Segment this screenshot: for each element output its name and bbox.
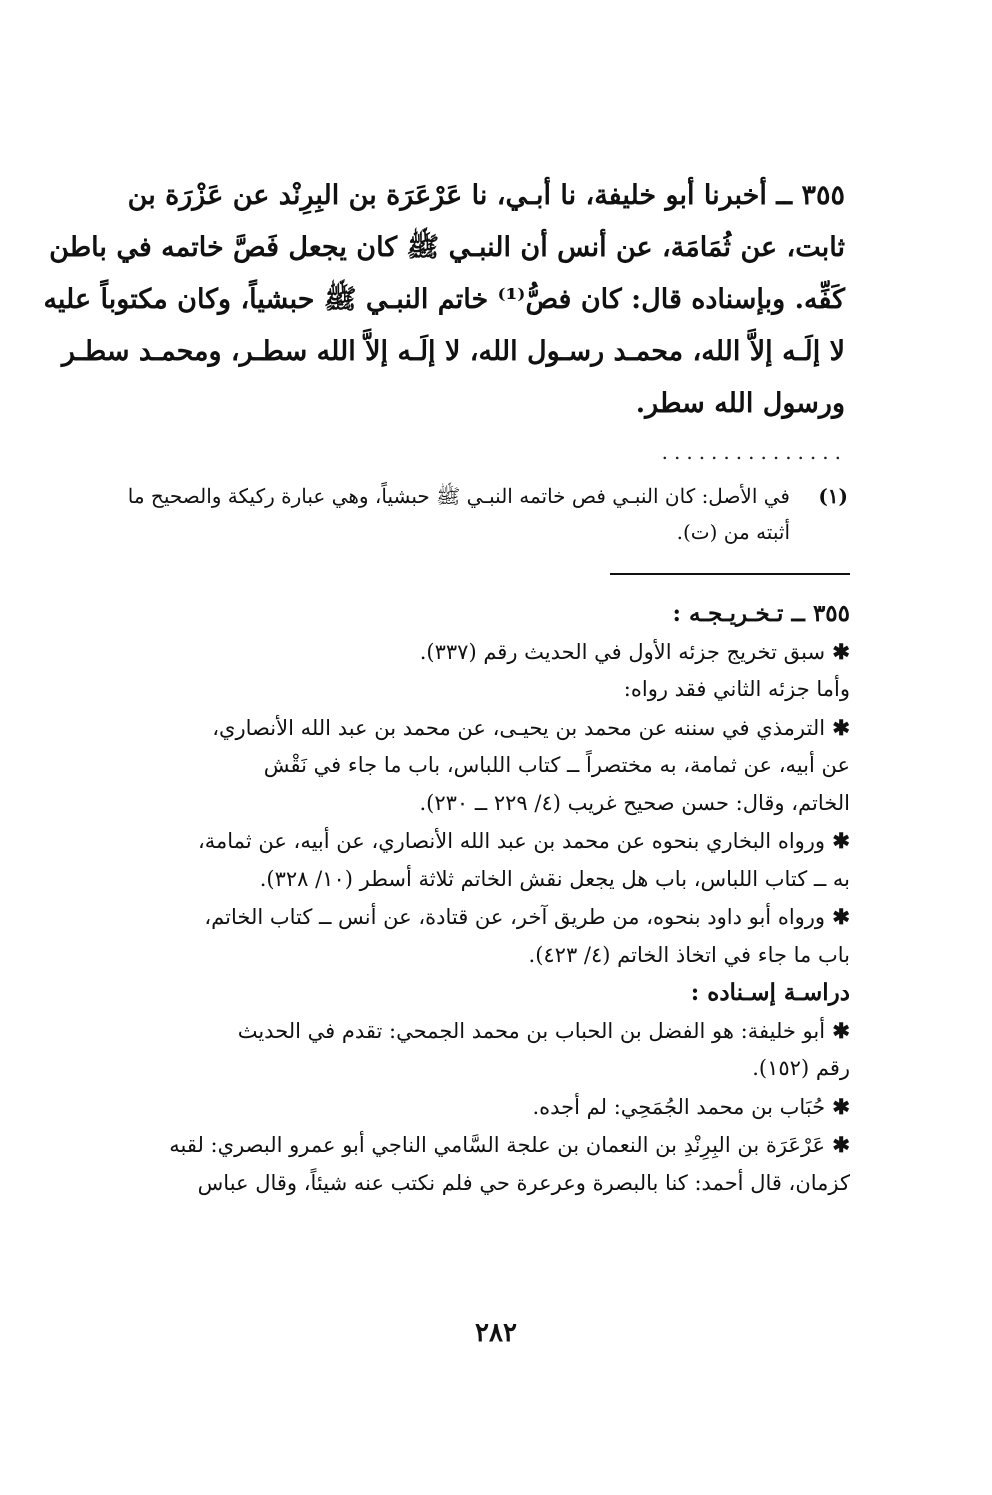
item-line	[100, 709, 850, 748]
item-text: وأما جزئه الثاني فقد رواه:	[623, 677, 850, 701]
item-text: رقم (١٥٢).	[752, 1056, 850, 1080]
item-line	[100, 633, 850, 672]
bullet-star-icon: ✱	[825, 828, 850, 853]
item-line	[100, 1050, 850, 1088]
item-text: باب ما جاء في اتخاذ الخاتم (٤/ ٤٢٣).	[528, 942, 850, 967]
item-text: حُبَاب بن محمد الجُمَحِي: لم أجده.	[532, 1094, 826, 1119]
hadith-line: كَفِّه. وبإسناده قال: كان فصُّ⁽¹⁾ خاتم النبـي ﷺ حبشياً، وكان مكتوباً عليه	[43, 284, 845, 315]
item-text: أبو خليفة: هو الفضل بن الحباب بن محمد الجمحي: تقدم في الحديث	[237, 1018, 826, 1043]
footnote-text	[100, 478, 790, 550]
hadith-line: لا إلَـه إلاَّ الله، محمـد رسـول الله، لا إلَـه إلاَّ الله سطـر، ومحمـد سطـر	[61, 336, 845, 367]
page-number: ٢٨٢	[475, 1318, 517, 1348]
bullet-star-icon: ✱	[825, 904, 850, 929]
list-item	[100, 1012, 850, 1088]
item-line	[100, 747, 850, 785]
item-text: ورواه البخاري بنحوه عن محمد بن عبد الله الأنصاري، عن أبيه، عن ثمامة،	[198, 829, 826, 853]
item-text: سبق تخريج جزئه الأول في الحديث رقم (٣٣٧).	[419, 639, 826, 664]
item-line	[100, 937, 850, 975]
item-line	[100, 671, 850, 709]
item-line	[100, 1012, 850, 1051]
footnote	[100, 478, 848, 550]
hadith-line: ٣٥٥ ــ أخبرنا أبو خليفة، نا أبـي، نا عَرْعَرَة بن البِرِنْد عن عَزْرَة بن	[127, 180, 845, 211]
hadith-line: ورسول الله سطر.	[635, 388, 845, 419]
hadith-line: ثابت، عن ثُمَامَة، عن أنس أن النبـي ﷺ كان يجعل فَصَّ خاتمه في باطن	[49, 232, 845, 263]
footnote-line: في الأصل: كان النبـي فص خاتمه النبـي ﷺ حبشياً، وهي عبارة ركيكة والصحيح ما	[127, 484, 790, 508]
list-item	[100, 822, 850, 898]
list-item	[100, 898, 850, 974]
bullet-star-icon: ✱	[825, 1017, 850, 1043]
takhrij-section	[100, 595, 850, 1202]
list-item	[100, 633, 850, 672]
study-blocks	[100, 1012, 850, 1203]
footnote-separator-dots: ...............	[661, 440, 847, 464]
study-heading: دراسـة إسـناده :	[690, 979, 850, 1006]
bullet-star-icon: ✱	[825, 638, 850, 664]
footnote-line: أثبته من (ت).	[676, 520, 790, 544]
item-text: الخاتم، وقال: حسن صحيح غريب (٤/ ٢٢٩ ــ ٢٣٠).	[419, 790, 850, 815]
item-text: كزمان، قال أحمد: كنا بالبصرة وعرعرة حي فلم نكتب عنه شيئاً، وقال عباس	[197, 1170, 850, 1195]
item-line	[100, 1126, 850, 1165]
bullet-star-icon: ✱	[825, 1132, 850, 1157]
takhrij-blocks	[100, 633, 850, 975]
item-text: عن أبيه، عن ثمامة، به مختصراً ــ كتاب اللباس، باب ما جاء في نَقْش	[263, 753, 850, 777]
hadith-text	[43, 170, 845, 430]
bullet-star-icon: ✱	[825, 1093, 850, 1119]
item-line	[100, 785, 850, 823]
item-line	[100, 822, 850, 861]
item-line	[100, 1088, 850, 1127]
item-text: الترمذي في سننه عن محمد بن يحيـى، عن محمد بن عبد الله الأنصاري،	[212, 715, 826, 740]
takhrij-heading: ٣٥٥ ــ تـخـريـجـه :	[672, 600, 850, 627]
list-item	[100, 1088, 850, 1127]
list-item	[100, 709, 850, 823]
item-text: ورواه أبو داود بنحوه، من طريق آخر، عن قتادة، عن أنس ــ كتاب الخاتم،	[204, 905, 826, 929]
list-item	[100, 671, 850, 709]
item-line	[100, 1165, 850, 1203]
section-rule	[610, 573, 850, 575]
footnote-number: (١)	[818, 484, 848, 508]
item-text: به ــ كتاب اللباس، باب هل يجعل نقش الخاتم ثلاثة أسطر (١٠/ ٣٢٨).	[259, 866, 850, 891]
item-text: عَرْعَرَة بن البِرِنْدِ بن النعمان بن علجة السَّامي الناجي أبو عمرو البصري: لقبه	[169, 1133, 826, 1157]
item-line	[100, 898, 850, 937]
bullet-star-icon: ✱	[825, 714, 850, 740]
list-item	[100, 1126, 850, 1202]
item-line	[100, 861, 850, 899]
